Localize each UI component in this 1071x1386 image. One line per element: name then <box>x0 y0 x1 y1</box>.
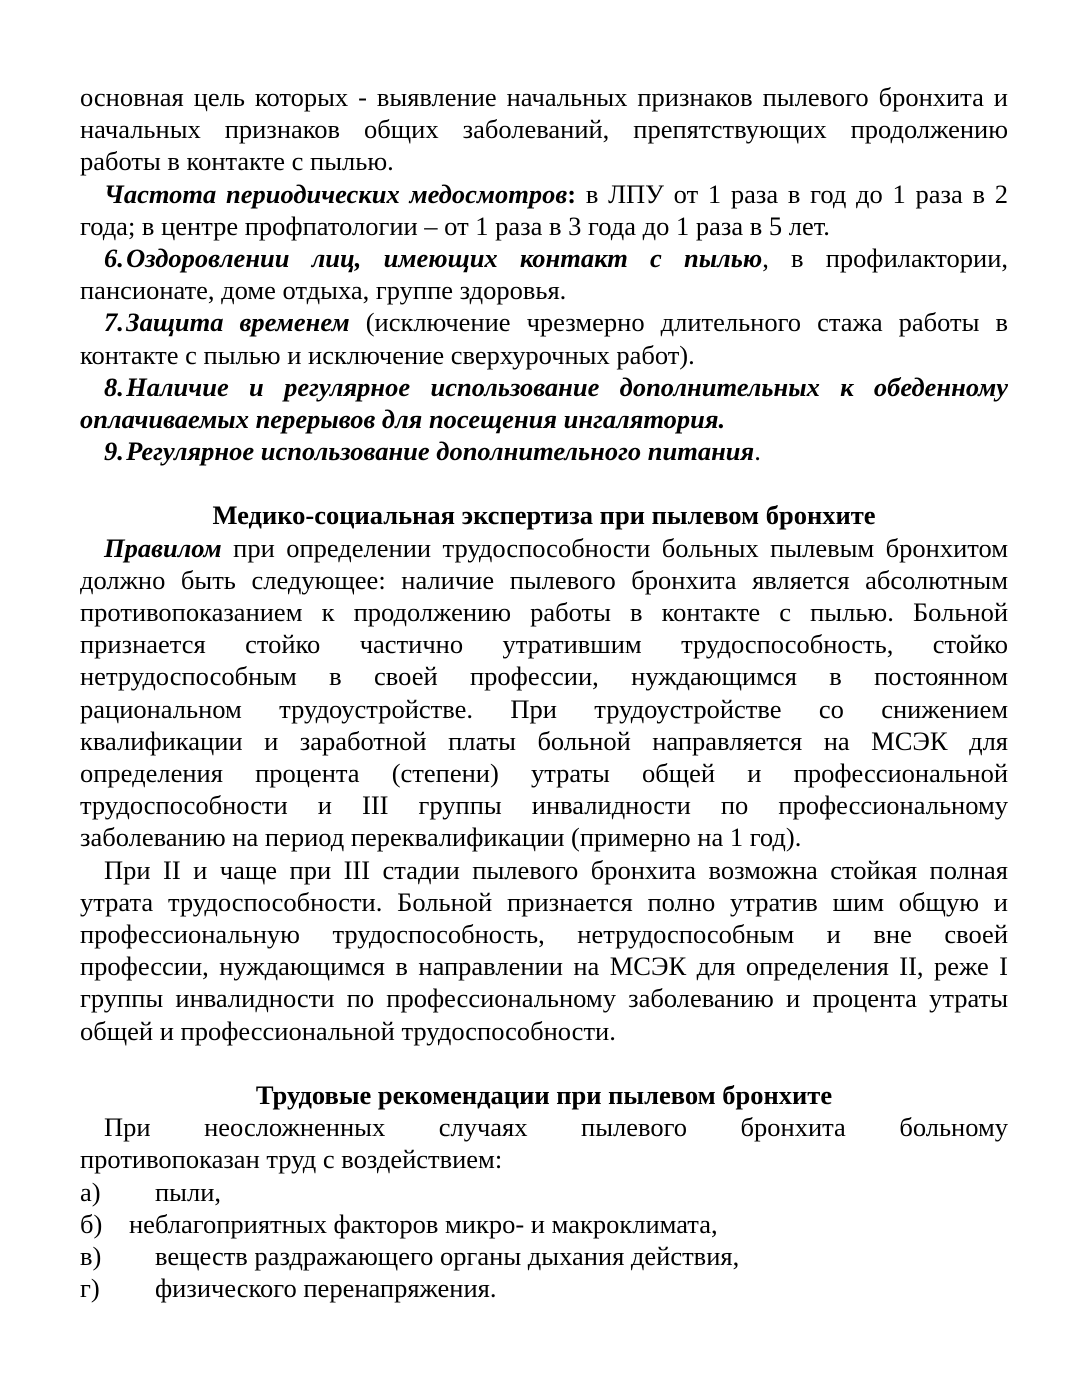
recommendations-heading: Трудовые рекомендации при пылевом бронхите <box>255 1079 833 1110</box>
list-item <box>80 1176 1008 1208</box>
blank-line <box>80 1047 1008 1079</box>
list-item-8 <box>80 371 1008 435</box>
list-marker: б) <box>80 1208 103 1239</box>
item-bold-text: Регулярное использование дополнительного питания <box>126 436 755 467</box>
list-marker: а) <box>80 1176 101 1207</box>
item-number: 7. <box>104 307 124 338</box>
frequency-text: в ЛПУ от 1 раза в год до 1 раза в 2 года; в центре профпатологии – от 1 раза в 3 года до 1 раза в 5 лет. <box>80 178 1008 241</box>
frequency-paragraph <box>80 178 1008 242</box>
list-item <box>80 1208 1008 1240</box>
document-page <box>80 81 1008 1304</box>
expertise-bold-lead: Правилом <box>104 532 222 563</box>
item-number: 9. <box>104 436 124 467</box>
frequency-label: Частота периодических медосмотров <box>104 178 568 209</box>
list-text: веществ раздражающего органы дыхания действия, <box>155 1240 740 1271</box>
blank-line <box>80 467 1008 499</box>
expertise-heading: Медико-социальная экспертиза при пылевом бронхите <box>212 500 876 531</box>
item-bold-text: Оздоровлении лиц, имеющих контакт с пылью <box>126 243 763 274</box>
intro-paragraph: основная цель которых - выявление начальных признаков пылевого бронхита и начальных признаков общих заболеваний, препятствующих продолжению работы в контакте с пылью. <box>80 82 1008 177</box>
item-number: 8. <box>104 371 124 402</box>
item-number: 6. <box>104 243 124 274</box>
item-bold-text: Наличие и регулярное использование дополнительных к обеденному оплачиваемых перерывов для посещения ингалятория. <box>80 371 1008 435</box>
item-text: (исключение чрезмерно длительного стажа работы в контакте с пылью и исключение сверхурочных работ). <box>80 307 1008 370</box>
list-item-7 <box>80 306 1008 370</box>
expertise-text: при определении трудоспособности больных пылевым бронхитом должно быть следующее: наличие пылевого бронхита является абсолютным противопоказанием к продолжению работы в контакте с пылью. Больной признается стойко частично утратившим трудоспособность, стойко нетрудоспособным в своей профессии, нуждающимся в постоянном рациональном трудоустройстве. При трудоустройстве со снижением квалификации и заработной платы больной направляется на МСЭК для определения процента (степени) утраты общей и профессиональной трудоспособности и III группы инвалидности по профессиональному заболеванию на период переквалификации (примерно на 1 год). <box>80 532 1008 853</box>
item-bold-text: Защита временем <box>126 307 350 338</box>
expertise-paragraph-2: При II и чаще при III стадии пылевого бронхита возможна стойкая полная утрата трудоспособности. Больной признается полно утратив шим общую и профессиональную трудоспособность, нетрудоспособным и вне своей профессии, нуждающимся в направлении на МСЭК для определения II, реже I группы инвалидности по профессиональному заболеванию и процента утраты общей и профессиональной трудоспособности. <box>80 854 1008 1046</box>
expertise-paragraph-1 <box>80 532 1008 854</box>
list-text: физического перенапряжения. <box>155 1273 497 1304</box>
recommendations-intro-line-1: При неосложненных случаях пылевого бронхита больному <box>104 1112 1008 1143</box>
list-item <box>80 1240 1008 1272</box>
item-text: , в профилактории, пансионате, доме отдыха, группе здоровья. <box>80 243 1009 306</box>
list-item-6 <box>80 242 1008 306</box>
list-marker: г) <box>80 1273 100 1304</box>
list-text: пыли, <box>155 1176 222 1207</box>
item-text: . <box>754 436 761 467</box>
list-item-9 <box>80 435 1008 467</box>
list-text: неблагоприятных факторов микро- и макроклимата, <box>129 1208 718 1239</box>
list-item <box>80 1272 1008 1304</box>
frequency-colon: : <box>567 178 577 209</box>
recommendations-intro-line-2: противопоказан труд с воздействием: <box>80 1144 503 1175</box>
list-marker: в) <box>80 1240 102 1271</box>
